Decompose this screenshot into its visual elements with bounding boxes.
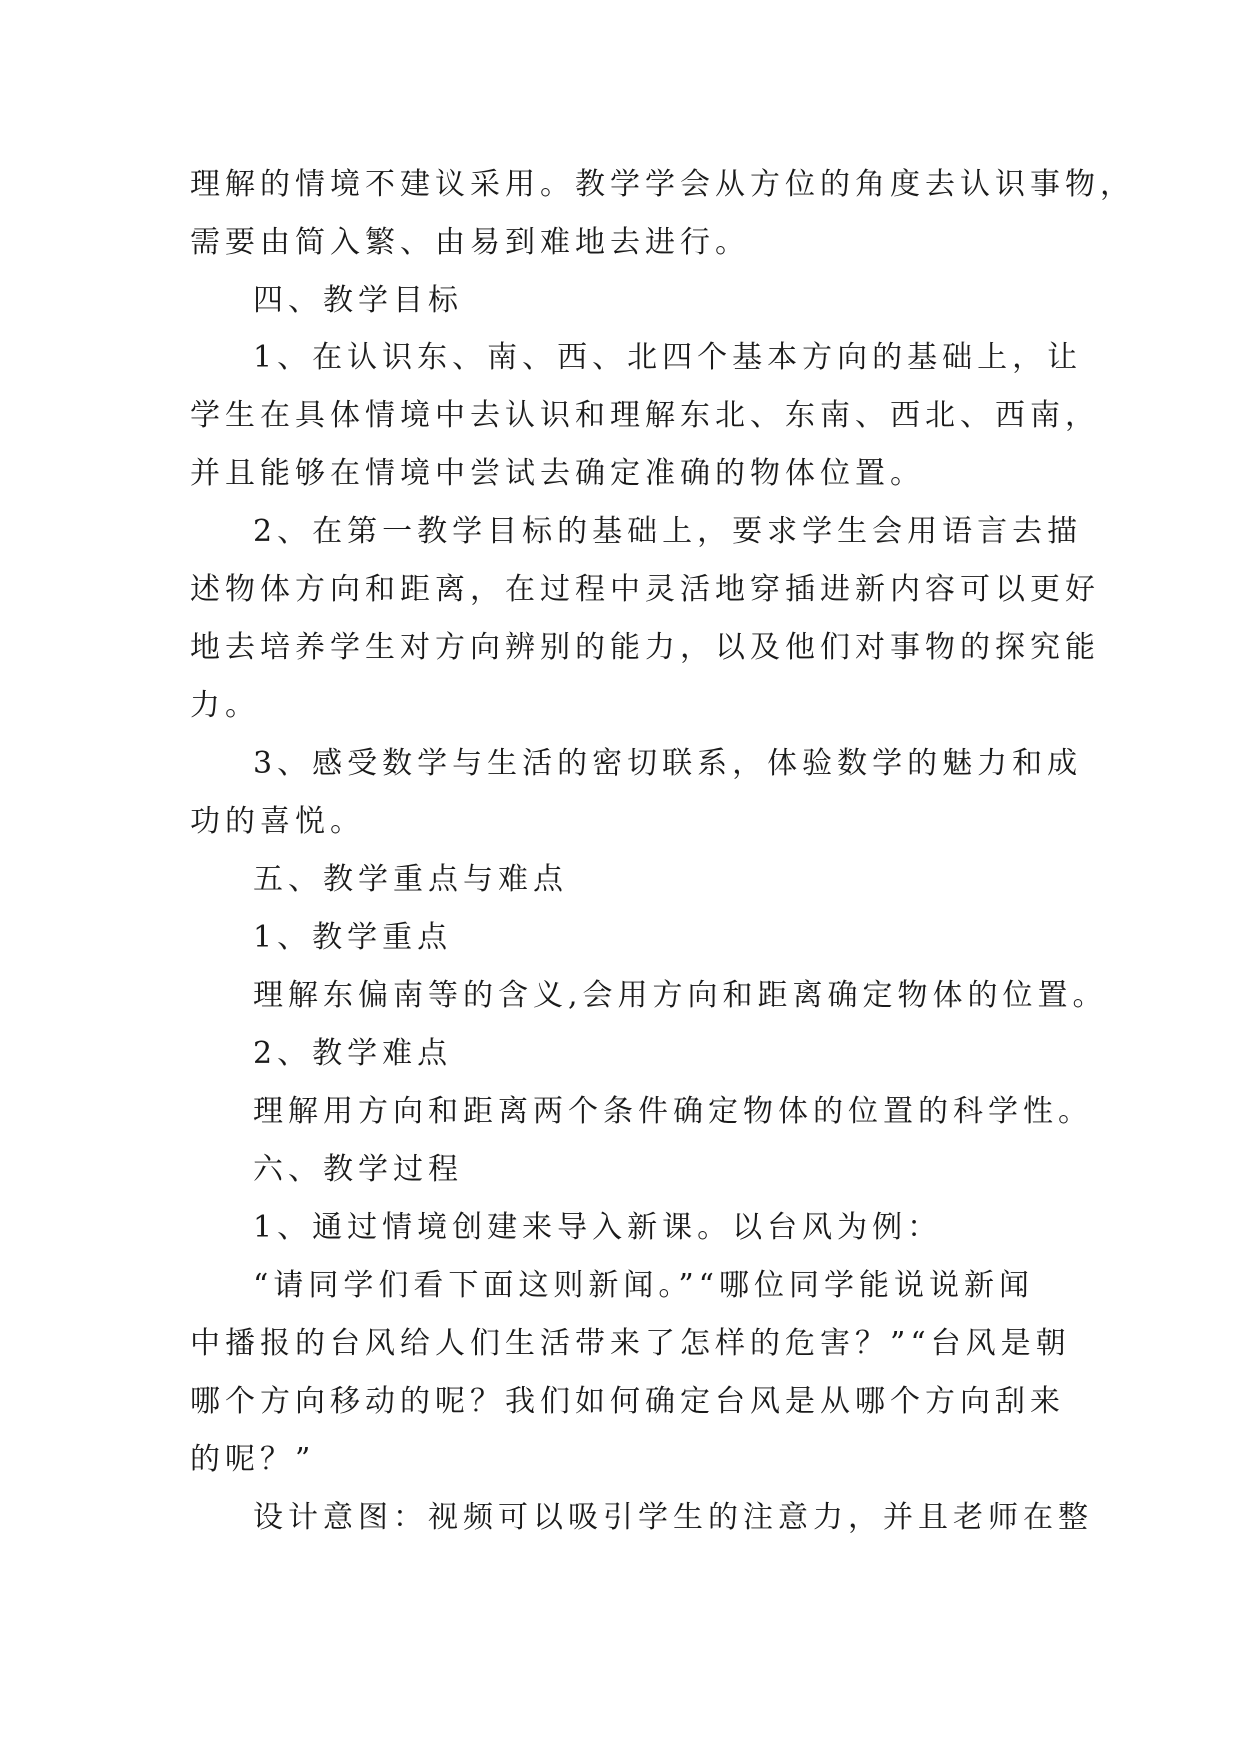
text-line: 力。: [190, 688, 260, 723]
text-line: 述物体方向和距离，在过程中灵活地穿插进新内容可以更好: [190, 572, 1100, 607]
text-line: 设计意图：视频可以吸引学生的注意力，并且老师在整: [253, 1500, 1093, 1535]
text-line: 的呢？”: [190, 1442, 316, 1477]
text-line: 1、通过情境创建来导入新课。以台风为例：: [253, 1210, 943, 1245]
text-line: 功的喜悦。: [190, 804, 365, 839]
text-line: 理解东偏南等的含义,会用方向和距离确定物体的位置。: [253, 978, 1108, 1013]
subheading: 2、教学难点: [253, 1036, 453, 1071]
section-heading: 五、教学重点与难点: [253, 862, 568, 897]
text-line: 理解用方向和距离两个条件确定物体的位置的科学性。: [253, 1094, 1093, 1129]
section-heading: 四、教学目标: [253, 283, 463, 318]
subheading: 1、教学重点: [253, 920, 453, 955]
text-line: 并且能够在情境中尝试去确定准确的物体位置。: [190, 456, 925, 491]
text-line: 2、在第一教学目标的基础上，要求学生会用语言去描: [253, 514, 1083, 549]
text-line: 需要由简入繁、由易到难地去进行。: [190, 225, 750, 260]
text-line: 理解的情境不建议采用。教学学会从方位的角度去认识事物，: [190, 167, 1135, 202]
text-line: 1、在认识东、南、西、北四个基本方向的基础上，让: [253, 340, 1083, 375]
text-line: 中播报的台风给人们生活带来了怎样的危害？”“台风是朝: [190, 1326, 1071, 1361]
text-line: 哪个方向移动的呢？我们如何确定台风是从哪个方向刮来: [190, 1384, 1065, 1419]
text-line: 学生在具体情境中去认识和理解东北、东南、西北、西南，: [190, 398, 1100, 433]
text-line: 地去培养学生对方向辨别的能力，以及他们对事物的探究能: [190, 630, 1100, 665]
section-heading: 六、教学过程: [253, 1152, 463, 1187]
text-line: 3、感受数学与生活的密切联系，体验数学的魅力和成: [253, 746, 1083, 781]
text-line: “请同学们看下面这则新闻。”“哪位同学能说说新闻: [253, 1268, 1035, 1303]
